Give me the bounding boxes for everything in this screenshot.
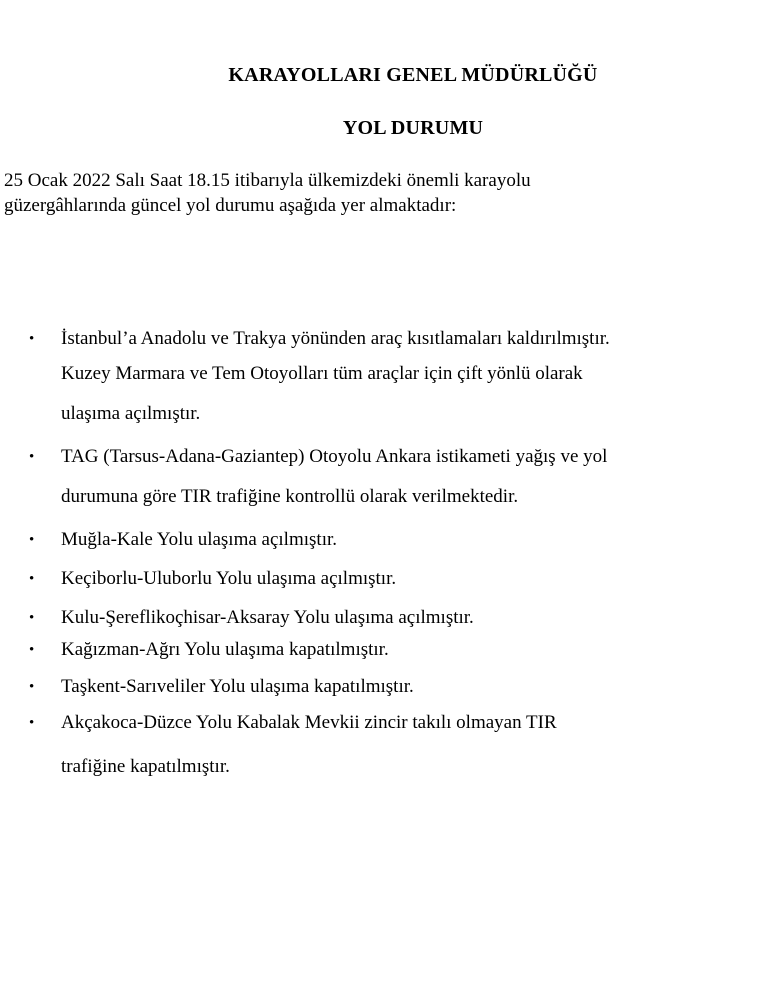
bullet-icon: • xyxy=(29,532,35,548)
bullet-icon: • xyxy=(29,642,35,658)
intro-line: güzergâhlarında güncel yol durumu aşağıda yer almaktadır: xyxy=(4,195,457,216)
item-line: Kulu-Şereflikoçhisar-Aksaray Yolu ulaşıma açılmıştır. xyxy=(61,607,474,628)
item-line: durumuna göre TIR trafiğine kontrollü olarak verilmektedir. xyxy=(61,486,519,507)
bullet-icon: • xyxy=(29,715,35,731)
intro-line: 25 Ocak 2022 Salı Saat 18.15 itibarıyla ülkemizdeki önemli karayolu xyxy=(4,170,531,191)
bullet-icon: • xyxy=(29,331,35,347)
item-line: ulaşıma açılmıştır. xyxy=(61,403,201,424)
item-line: trafiğine kapatılmıştır. xyxy=(61,756,230,777)
item-line: İstanbul’a Anadolu ve Trakya yönünden araç kısıtlamaları kaldırılmıştır. xyxy=(61,328,610,349)
bullet-icon: • xyxy=(29,679,35,695)
item-line: Akçakoca-Düzce Yolu Kabalak Mevkii zincir takılı olmayan TIR xyxy=(61,712,557,733)
bullet-icon: • xyxy=(29,571,35,587)
bullet-icon: • xyxy=(29,449,35,465)
document-subtitle: YOL DURUMU xyxy=(342,117,484,139)
item-line: Muğla-Kale Yolu ulaşıma açılmıştır. xyxy=(61,529,338,550)
document-title: KARAYOLLARI GENEL MÜDÜRLÜĞÜ xyxy=(228,64,598,86)
item-line: Keçiborlu-Uluborlu Yolu ulaşıma açılmıştır. xyxy=(61,568,397,589)
item-line: TAG (Tarsus-Adana-Gaziantep) Otoyolu Ankara istikameti yağış ve yol xyxy=(61,446,608,467)
bullet-icon: • xyxy=(29,610,35,626)
item-line: Kuzey Marmara ve Tem Otoyolları tüm araçlar için çift yönlü olarak xyxy=(61,363,583,384)
intro-paragraph xyxy=(4,168,704,218)
item-line: Taşkent-Sarıveliler Yolu ulaşıma kapatılmıştır. xyxy=(61,676,414,697)
item-line: Kağızman-Ağrı Yolu ulaşıma kapatılmıştır. xyxy=(61,639,389,660)
